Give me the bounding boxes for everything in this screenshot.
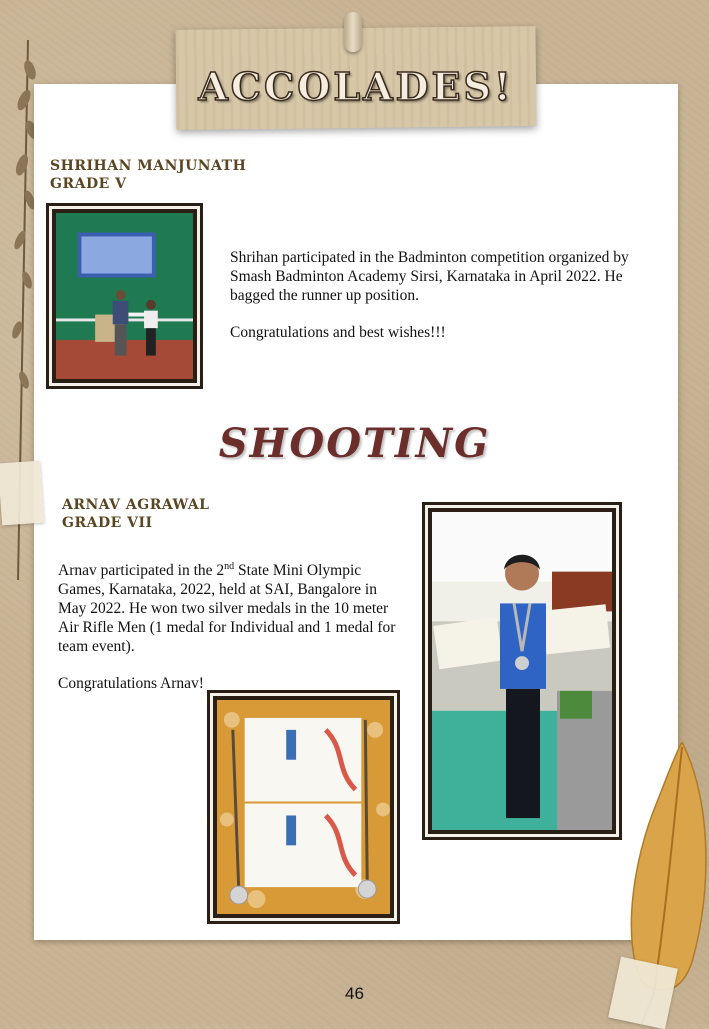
entry-paragraph: Congratulations Arnav! [58,675,204,693]
photo-shooting-student [422,502,622,840]
tape-strip-left [0,461,44,526]
student-name-arnav [62,496,210,532]
section-title: SHOOTING [218,420,491,467]
entry-text-part: Arnav participated in the 2 [58,562,225,580]
student-name-shrihan [50,157,246,193]
pin-icon [344,12,362,52]
photo-badminton-award [46,203,203,389]
page-title: ACCOLADES! [198,64,514,109]
photo-certificates-medals [207,690,400,924]
photo-shooting-image [432,512,612,830]
student-grade: GRADE VII [62,515,153,531]
student-grade: GRADE V [50,176,127,192]
photo-badminton-image [56,213,193,379]
student-name: SHRIHAN MANJUNATH [50,158,247,174]
student-name: ARNAV AGRAWAL [62,497,210,513]
entry-paragraph [58,557,398,656]
entry-paragraph: Shrihan participated in the Badminton competition organized by Smash Badminton Academy Sirsi, Karnataka in April 2022. He bagged the runner up position. [230,249,629,304]
superscript: nd [224,561,235,572]
entry-text-part: State Mini Olympic Games, Karnataka, 2022, held at SAI, Bangalore in May 2022. He won two silver medals in the 10 meter Air Rifle Men (1 medal for Individual and 1 medal for team event). [58,562,396,656]
entry-paragraph: Congratulations and best wishes!!! [230,324,446,341]
photo-certificates-image [217,700,390,914]
entry-text-arnav [58,557,398,711]
page-number: 46 [345,984,364,1003]
entry-text-shrihan [230,248,640,360]
